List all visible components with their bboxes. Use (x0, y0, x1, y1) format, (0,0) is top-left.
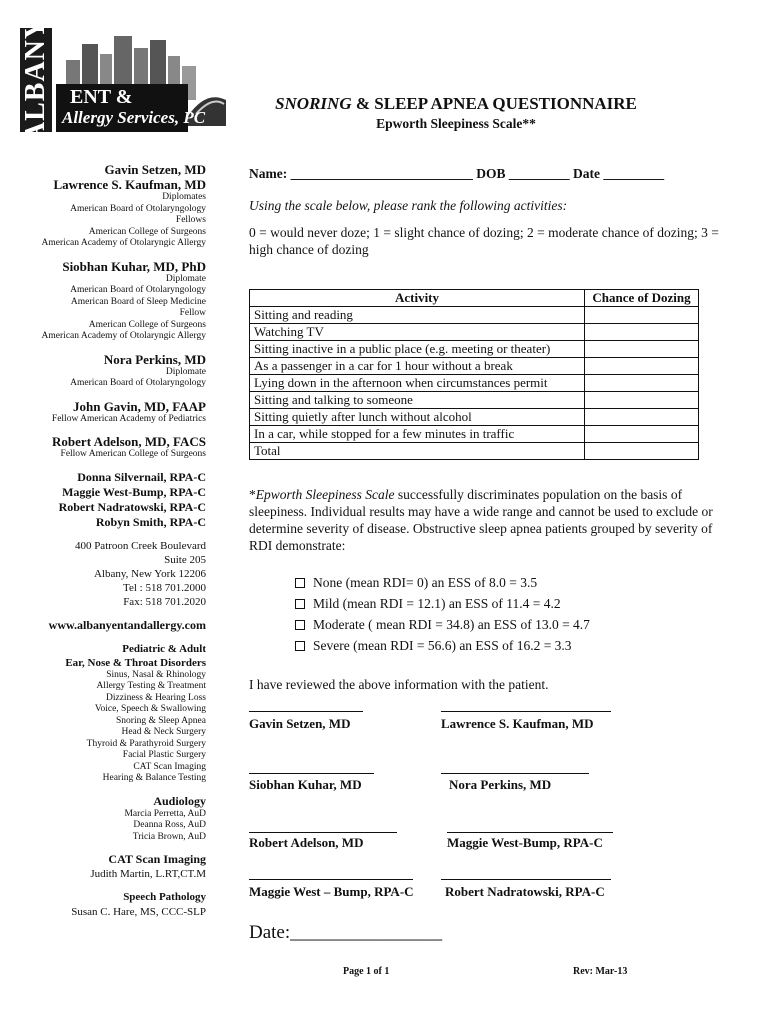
score-input-cell[interactable] (585, 392, 699, 409)
signature-name: Lawrence S. Kaufman, MD (441, 716, 594, 731)
services-title: Pediatric & Adult (122, 642, 206, 655)
signature-name: Gavin Setzen, MD (249, 716, 351, 731)
page-subtitle: Epworth Sleepiness Scale** (376, 116, 536, 131)
signature-line[interactable] (249, 711, 363, 712)
logo-ent-text: ENT & (70, 86, 133, 108)
signature-name: Robert Nadratowski, RPA-C (445, 884, 605, 899)
checkbox-icon[interactable] (295, 578, 305, 588)
score-input-cell[interactable] (585, 307, 699, 324)
doctor-name: Robert Adelson, MD, FACS (52, 434, 206, 449)
col-chance: Chance of Dozing (585, 290, 699, 307)
revision-label: Rev: Mar-13 (573, 966, 628, 977)
signature-line[interactable] (447, 832, 613, 833)
doctor-name: Nora Perkins, MD (103, 351, 206, 367)
logo-albany-text: ALBANY (20, 17, 51, 143)
title-italic: SNORING (275, 94, 352, 113)
credential: American Academy of Otolaryngic Allergy (41, 331, 206, 341)
credential: Diplomate (165, 366, 206, 377)
fax-line: Fax: 518 701.2020 (123, 595, 206, 608)
service-item: Head & Neck Surgery (121, 727, 206, 737)
signature-line[interactable] (441, 773, 589, 774)
signature-line[interactable] (249, 832, 397, 833)
table-header-row (250, 290, 699, 307)
audiologist: Tricia Brown, AuD (132, 831, 206, 842)
patient-info-line[interactable]: Name: ___________________________ DOB _________ Date _________ (249, 166, 665, 181)
activity-cell: Sitting and reading (250, 307, 585, 324)
phone-line: Tel : 518 701.2000 (123, 581, 206, 594)
doctor-name: John Gavin, MD, FAAP (72, 398, 206, 414)
credential: American Board of Otolaryngology (70, 378, 206, 388)
service-item: Dizziness & Hearing Loss (106, 692, 206, 703)
signature-name: Robert Adelson, MD (249, 835, 364, 850)
credential: Fellows (175, 215, 206, 225)
speech-staff: Susan C. Hare, MS, CCC-SLP (71, 906, 206, 918)
checkbox-icon[interactable] (295, 599, 305, 609)
pa-name: Maggie West-Bump, RPA-C (62, 484, 206, 499)
credential: Fellow American Academy of Pediatrics (51, 413, 206, 424)
signature-line[interactable] (441, 879, 611, 880)
ess-note (249, 486, 719, 554)
ess-label: Moderate ( mean RDI = 34.8) an ESS of 13.0 = 4.7 (313, 617, 590, 632)
signature-name: Nora Perkins, MD (449, 777, 552, 792)
credential: American College of Surgeons (88, 226, 206, 237)
logo-ent-block (56, 84, 206, 132)
credential: American Board of Otolaryngology (70, 203, 206, 214)
practice-logo (20, 17, 232, 143)
ess-item (295, 595, 719, 612)
page-number: Page 1 of 1 (343, 966, 390, 977)
table-total-row (250, 443, 699, 460)
activity-table (249, 289, 699, 460)
service-item: Voice, Speech & Swallowing (94, 704, 206, 714)
table-row (250, 307, 699, 324)
ess-label: None (mean RDI= 0) an ESS of 8.0 = 3.5 (313, 575, 538, 590)
service-item: Allergy Testing & Treatment (96, 681, 206, 691)
credential: Diplomate (165, 273, 206, 284)
credential: Fellow (179, 308, 206, 318)
cat-staff: Judith Martin, L.RT,CT.M (90, 868, 206, 880)
sidebar (24, 162, 206, 919)
title-rest: & SLEEP APNEA QUESTIONNAIRE (351, 94, 637, 113)
ess-label: Mild (mean RDI = 12.1) an ESS of 11.4 = 4.2 (313, 596, 561, 611)
ess-item (295, 574, 719, 591)
total-label: Total (250, 443, 585, 460)
service-item: Snoring & Sleep Apnea (116, 715, 206, 726)
pa-name: Robert Nadratowski, RPA-C (58, 499, 206, 514)
questionnaire-body (249, 165, 719, 693)
pa-name: Donna Silvernail, RPA-C (77, 469, 206, 484)
logo-albany-bar (20, 17, 52, 143)
checkbox-icon[interactable] (295, 620, 305, 630)
score-input-cell[interactable] (585, 409, 699, 426)
checkbox-icon[interactable] (295, 641, 305, 651)
signature-line[interactable] (441, 711, 611, 712)
doctor-name: Lawrence S. Kaufman, MD (53, 177, 206, 192)
ess-list (295, 574, 719, 654)
signature-name: Siobhan Kuhar, MD (249, 777, 362, 792)
credential: American College of Surgeons (88, 319, 206, 330)
doctor-name: Siobhan Kuhar, MD, PhD (62, 258, 206, 274)
score-input-cell[interactable] (585, 426, 699, 443)
table-row (250, 409, 699, 426)
service-item: Thyroid & Parathyroid Surgery (86, 738, 206, 749)
credential: Fellow American College of Surgeons (60, 449, 206, 459)
note-star: * (249, 487, 256, 502)
speech-title: Speech Pathology (123, 891, 206, 903)
address-line: Suite 205 (164, 553, 206, 566)
ess-item (295, 616, 719, 633)
date-field[interactable]: Date:________________ (249, 922, 443, 943)
table-row (250, 324, 699, 341)
note-text: successfully discriminates population on the basis of sleepiness. Individual results may have a wide range and cannot be used to exclude or determine severity of disease. Obstructive sleep apnea patients grouped by severity of RDI demonstrate: (249, 487, 713, 553)
audiologist: Marcia Perretta, AuD (124, 808, 206, 819)
signature-line[interactable] (249, 773, 374, 774)
activity-cell: Watching TV (250, 324, 585, 341)
activity-cell: In a car, while stopped for a few minutes in traffic (250, 426, 585, 443)
ess-label: Severe (mean RDI = 56.6) an ESS of 16.2 = 3.3 (313, 638, 572, 653)
score-input-cell[interactable] (585, 324, 699, 341)
credential: Diplomates (162, 192, 206, 202)
credential: American Board of Sleep Medicine (70, 296, 206, 307)
service-item: Facial Plastic Surgery (122, 750, 206, 760)
audiologist: Deanna Ross, AuD (133, 820, 206, 830)
activity-cell: Sitting quietly after lunch without alcohol (250, 409, 585, 426)
score-input-cell[interactable] (585, 375, 699, 392)
scale-text: 0 = would never doze; 1 = slight chance of dozing; 2 = moderate chance of dozing; 3 = high chance of dozing (249, 225, 719, 257)
pa-name: Robyn Smith, RPA-C (95, 514, 206, 529)
table-row (250, 358, 699, 375)
activity-cell: Sitting inactive in a public place (e.g. meeting or theater) (250, 341, 585, 358)
service-item: CAT Scan Imaging (133, 761, 206, 772)
page-title (236, 94, 676, 114)
ess-item (295, 637, 719, 654)
instruction-text: Using the scale below, please rank the following activities: (249, 198, 568, 213)
doctor-name: Gavin Setzen, MD (104, 162, 206, 177)
credential: American Academy of Otolaryngic Allergy (41, 238, 206, 248)
website-link[interactable]: www.albanyentandallergy.com (48, 617, 206, 632)
logo-allergy-text: Allergy Services, PC (62, 108, 206, 127)
reviewed-statement: I have reviewed the above information with the patient. (249, 677, 549, 692)
score-input-cell[interactable] (585, 341, 699, 358)
services-title: Ear, Nose & Throat Disorders (65, 656, 206, 669)
activity-cell: Lying down in the afternoon when circumstances permit (250, 375, 585, 392)
table-row (250, 341, 699, 358)
table-row (250, 375, 699, 392)
service-item: Sinus, Nasal & Rhinology (106, 669, 206, 680)
total-input-cell[interactable] (585, 443, 699, 460)
address-line: Albany, New York 12206 (93, 567, 206, 580)
signature-line[interactable] (249, 879, 413, 880)
activity-cell: As a passenger in a car for 1 hour without a break (250, 358, 585, 375)
table-row (250, 392, 699, 409)
table-row (250, 426, 699, 443)
service-item: Hearing & Balance Testing (102, 773, 206, 783)
score-input-cell[interactable] (585, 358, 699, 375)
signature-name: Maggie West – Bump, RPA-C (249, 884, 414, 899)
address-line: 400 Patroon Creek Boulevard (74, 539, 206, 552)
activity-cell: Sitting and talking to someone (250, 392, 585, 409)
audiology-title: Audiology (153, 793, 206, 808)
signature-name: Maggie West-Bump, RPA-C (447, 835, 603, 850)
cat-title: CAT Scan Imaging (108, 852, 206, 866)
credential: American Board of Otolaryngology (70, 285, 206, 295)
note-italic: Epworth Sleepiness Scale (255, 487, 395, 502)
col-activity: Activity (250, 290, 585, 307)
